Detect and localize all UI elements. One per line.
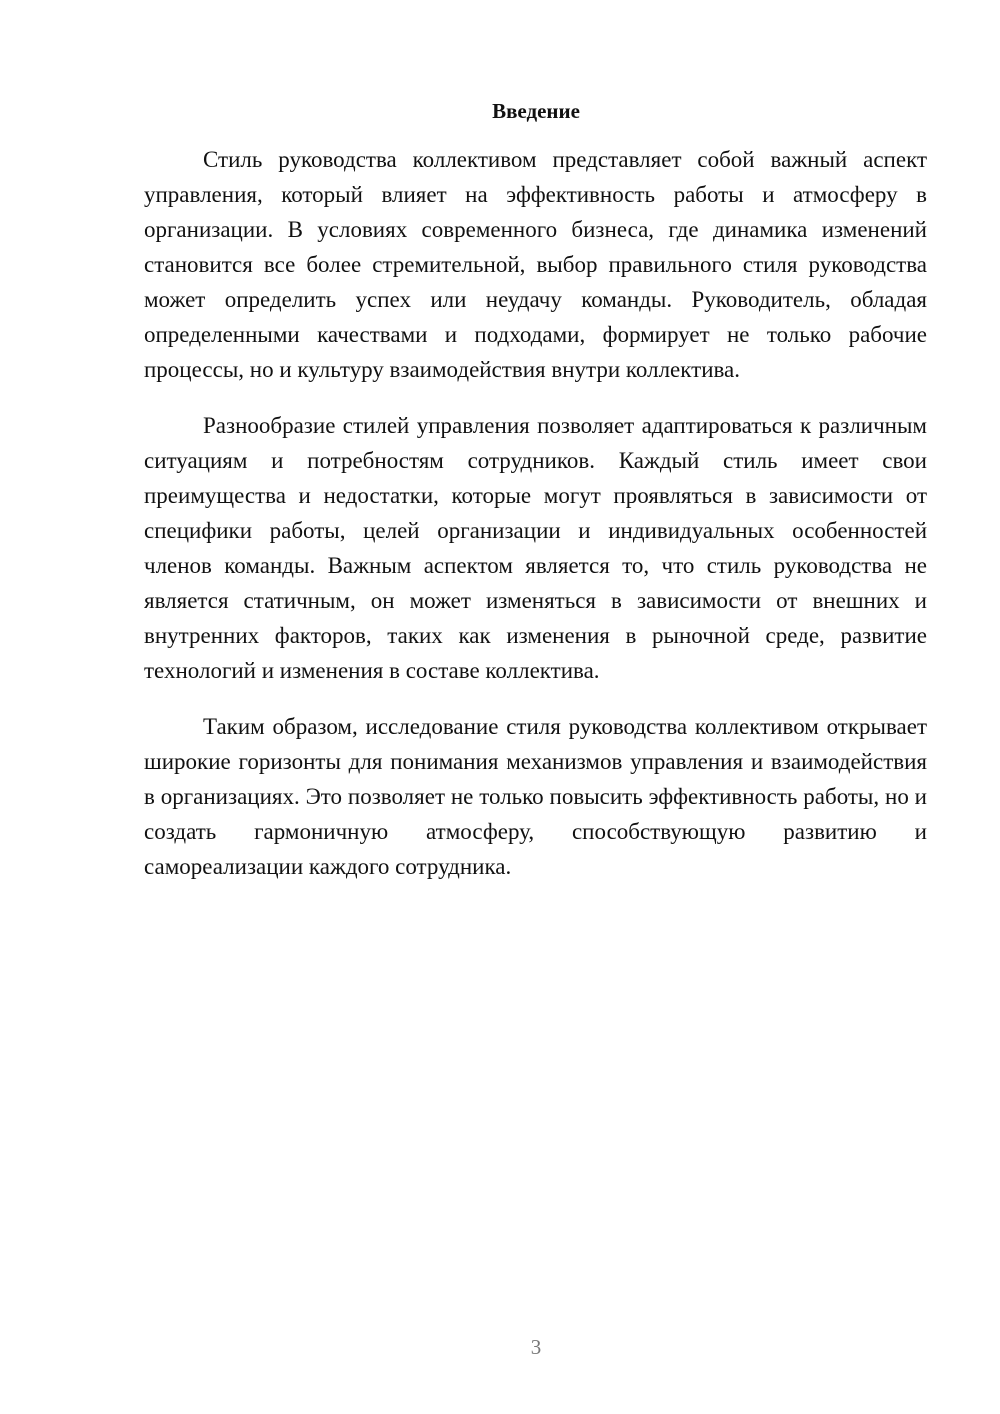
body-text	[144, 142, 927, 905]
paragraph-2: Разнообразие стилей управления позволяет адаптироваться к различным ситуациям и потребностям сотрудников. Каждый стиль имеет свои преимущества и недостатки, которые могут проявляться в зависимости от специфики работы, целей организации и индивидуальных особенностей членов команды. Важным аспектом является то, что стиль руководства не является статичным, он может изменяться в зависимости от внешних и внутренних факторов, таких как изменения в рыночной среде, развитие технологий и изменения в составе коллектива.	[144, 413, 927, 683]
paragraph-1: Стиль руководства коллективом представляет собой важный аспект управления, который влияет на эффективность работы и атмосферу в организации. В условиях современного бизнеса, где динамика изменений становится все более стремительной, выбор правильного стиля руководства может определить успех или неудачу команды. Руководитель, обладая определенными качествами и подходами, формирует не только рабочие процессы, но и культуру взаимодействия внутри коллектива.	[144, 147, 927, 382]
page-title: Введение	[492, 99, 580, 123]
paragraph-3: Таким образом, исследование стиля руководства коллективом открывает широкие горизонты для понимания механизмов управления и взаимодействия в организациях. Это позволяет не только повысить эффективность работы, но и создать гармоничную атмосферу, способствующую развитию и самореализации каждого сотрудника.	[144, 714, 927, 879]
page-number: 3	[530, 1335, 542, 1359]
